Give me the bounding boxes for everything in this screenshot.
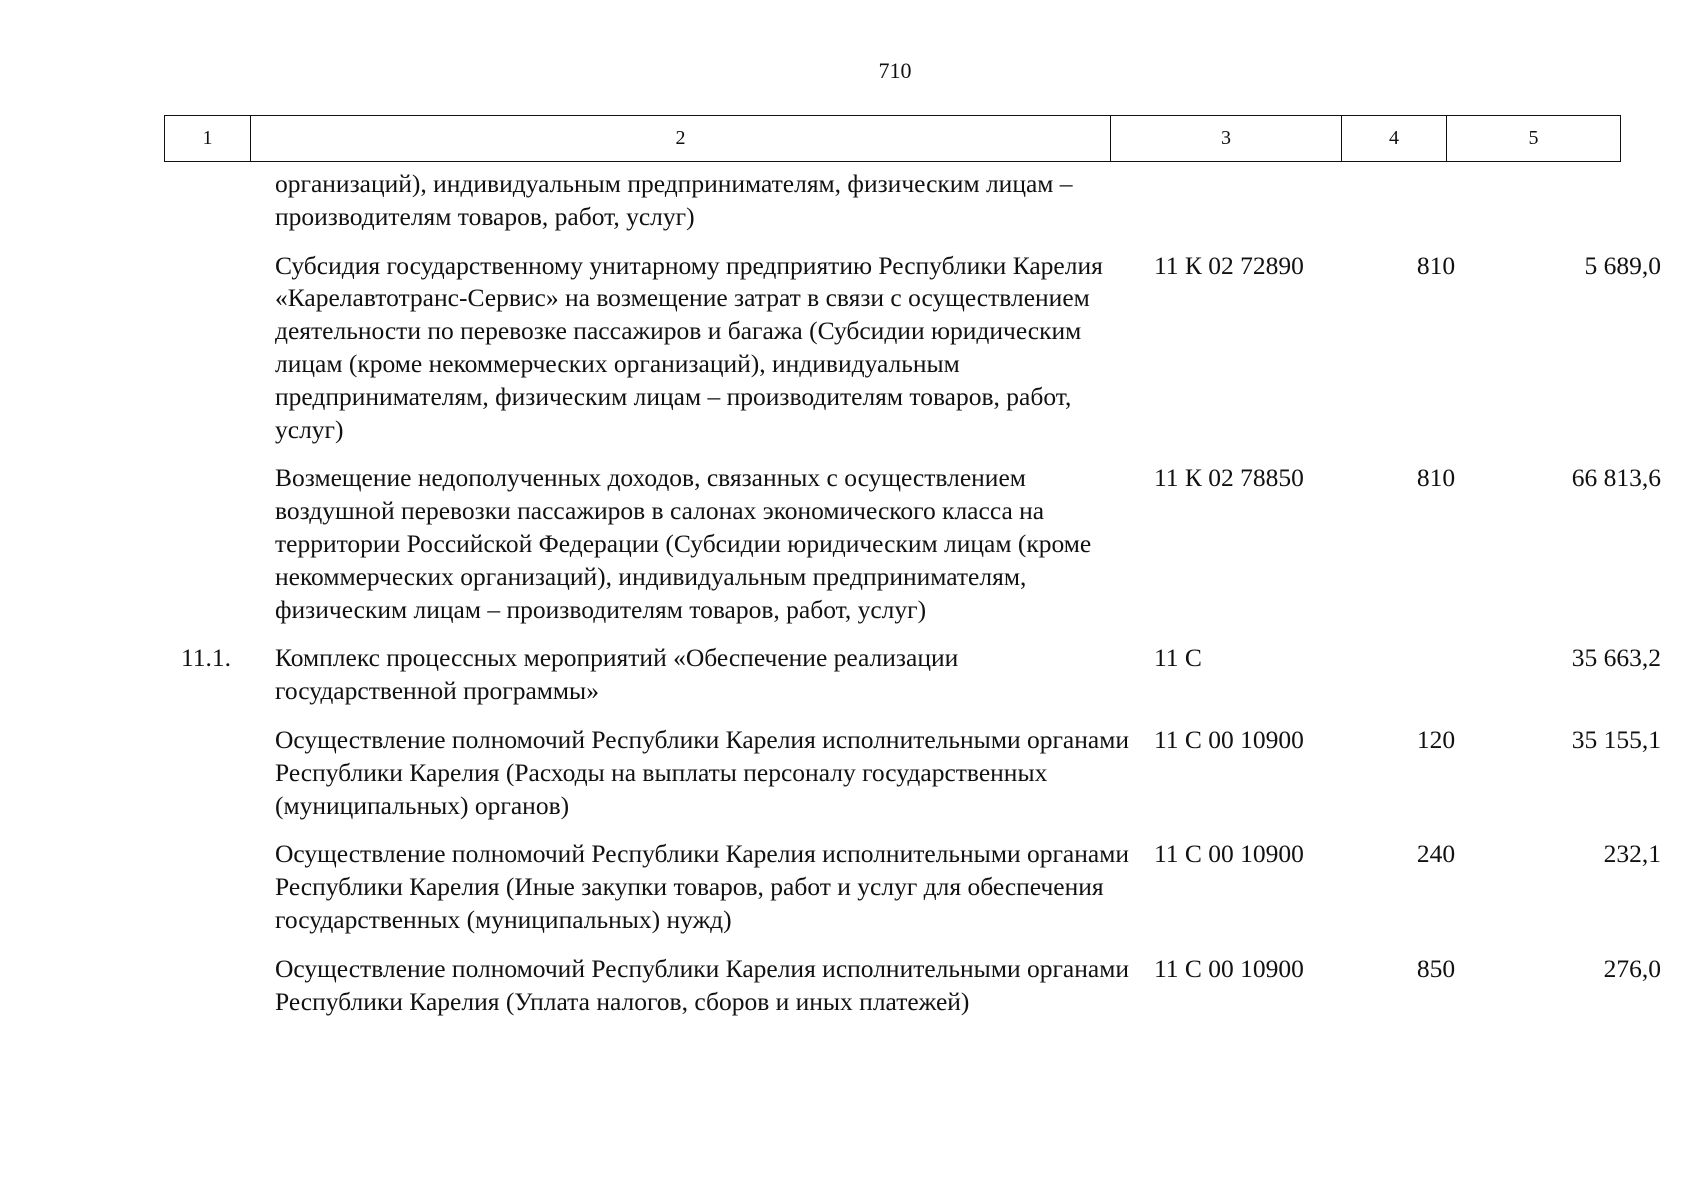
row-amount: 66 813,6 bbox=[1571, 463, 1661, 493]
row-description: Комплекс процессных мероприятий «Обеспечение реализации государственной программы» bbox=[275, 643, 959, 706]
row-number bbox=[164, 838, 266, 952]
row-expense-type: 810 bbox=[1416, 250, 1456, 280]
row-target-code bbox=[1144, 168, 1384, 250]
column-header-table bbox=[164, 115, 1621, 162]
table-row bbox=[164, 642, 1670, 724]
row-target-code: 11 К 02 78850 bbox=[1154, 463, 1304, 493]
column-header-1: 1 bbox=[165, 116, 251, 162]
table-row bbox=[164, 953, 1670, 1035]
row-amount: 35 663,2 bbox=[1571, 643, 1661, 673]
row-description: Возмещение недополученных доходов, связанных с осуществлением воздушной перевозки пассажиров в салонах экономического класса на территории Российской Федерации (Субсидии юридическим лицам (кроме некоммерческих организаций), индивидуальным предпринимателям, физическим лицам – производителям товаров, работ, услуг) bbox=[275, 463, 1092, 624]
row-expense-type: 120 bbox=[1416, 724, 1456, 754]
table-row bbox=[164, 462, 1670, 642]
row-expense-type: 240 bbox=[1416, 839, 1456, 869]
row-expense-type: 810 bbox=[1416, 463, 1456, 493]
budget-table bbox=[164, 168, 1670, 1034]
row-target-code: 11 С 00 10900 bbox=[1154, 724, 1304, 754]
page-number: 710 bbox=[878, 58, 912, 83]
row-description: Осуществление полномочий Республики Карелия исполнительными органами Республики Карелия (Расходы на выплаты персоналу государственных (муниципальных) органов) bbox=[275, 724, 1130, 820]
row-description: Осуществление полномочий Республики Карелия исполнительными органами Республики Карелия (Уплата налогов, сборов и иных платежей) bbox=[275, 953, 1130, 1016]
row-expense-type: 850 bbox=[1416, 953, 1456, 983]
row-amount: 5 689,0 bbox=[1584, 250, 1661, 280]
table-row bbox=[164, 250, 1670, 463]
row-target-code: 11 С bbox=[1154, 643, 1202, 673]
row-number bbox=[164, 168, 266, 250]
row-description: Осуществление полномочий Республики Карелия исполнительными органами Республики Карелия (Иные закупки товаров, работ и услуг для обеспечения государственных (муниципальных) нужд) bbox=[275, 839, 1130, 934]
column-header-3: 3 bbox=[1111, 116, 1342, 162]
column-header-5: 5 bbox=[1447, 116, 1621, 162]
row-expense-type bbox=[1384, 168, 1488, 250]
table-row bbox=[164, 168, 1670, 250]
row-description: организаций), индивидуальным предпринимателям, физическим лицам – производителям товаров, работ, услуг) bbox=[275, 169, 1073, 231]
row-number bbox=[164, 462, 266, 642]
column-header-4: 4 bbox=[1342, 116, 1447, 162]
table-row bbox=[164, 838, 1670, 952]
row-expense-type bbox=[1384, 642, 1488, 724]
row-target-code: 11 К 02 72890 bbox=[1154, 250, 1304, 280]
row-number bbox=[164, 953, 266, 1035]
column-header-2: 2 bbox=[251, 116, 1111, 162]
row-amount: 232,1 bbox=[1603, 839, 1661, 869]
row-number bbox=[164, 250, 266, 463]
row-amount: 276,0 bbox=[1603, 953, 1661, 983]
row-description: Субсидия государственному унитарному предприятию Республики Карелия «Карелавтотранс-Сервис» на возмещение затрат в связи с осуществлением деятельности по перевозке пассажиров и багажа (Субсидии юридическим лицам (кроме некоммерческих организаций), индивидуальным предпринимателям, физическим лицам – производителям товаров, работ, услуг) bbox=[275, 250, 1103, 444]
column-header-row bbox=[165, 116, 1621, 162]
row-amount bbox=[1488, 168, 1670, 250]
row-target-code: 11 С 00 10900 bbox=[1154, 839, 1304, 869]
row-target-code: 11 С 00 10900 bbox=[1154, 953, 1304, 983]
row-amount: 35 155,1 bbox=[1571, 724, 1661, 754]
table-row bbox=[164, 724, 1670, 838]
row-number: 11.1. bbox=[181, 643, 232, 673]
row-number bbox=[164, 724, 266, 838]
